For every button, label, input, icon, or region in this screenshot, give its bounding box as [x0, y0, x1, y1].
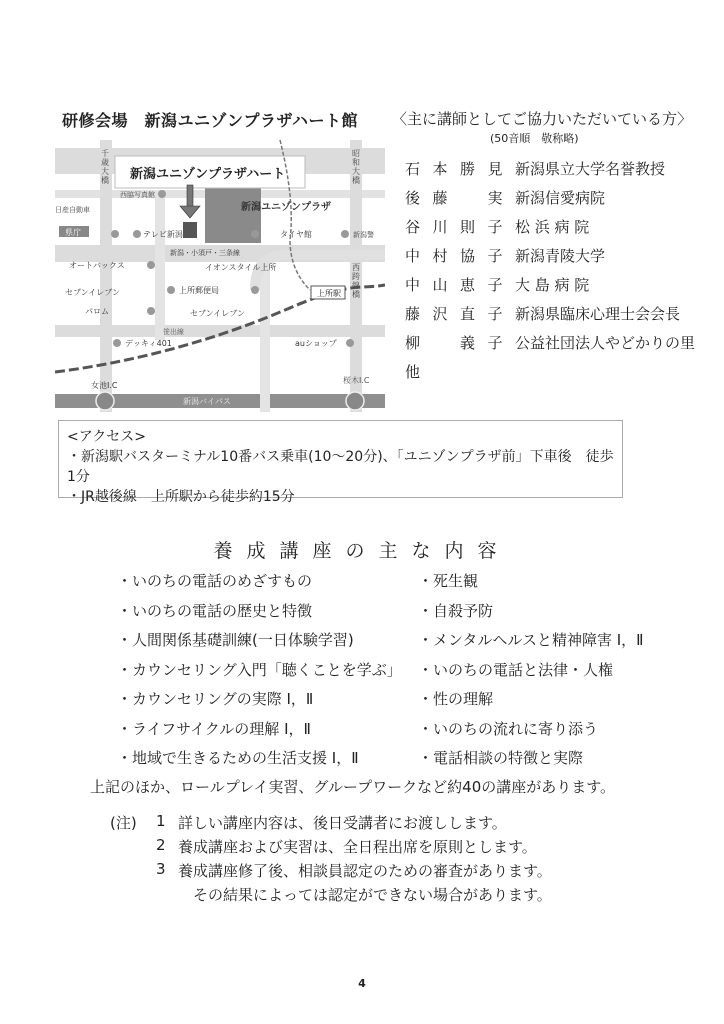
note-text: 養成講座および実習は、全日程出席を原則とします。: [178, 838, 537, 856]
svg-text:大: 大: [101, 167, 109, 176]
lecturer-org: 新潟信愛病院: [515, 189, 606, 207]
access-box: [58, 420, 623, 505]
course-item: ・カウンセリング入門「聴くことを学ぶ」: [117, 660, 402, 679]
lecturer-row: [405, 245, 695, 274]
lecturer-org: 公益社団法人やどかりの里: [515, 334, 696, 352]
lm-taiyakan: タイヤ館: [280, 230, 312, 239]
bridge-chitose: 千: [101, 149, 109, 158]
map-banner: 新潟ユニゾンプラザハート: [130, 167, 286, 182]
access-line-jr: ・JR越後線 上所駅から徒歩約15分: [67, 489, 295, 505]
note-row: 2 養成講座および実習は、全日程出席を原則とします。: [110, 836, 552, 860]
lm-aeon: イオンスタイル上所: [205, 263, 277, 272]
course-item: ・メンタルヘルスと精神障害 Ⅰ，Ⅱ: [418, 631, 644, 649]
lm-au: auショップ: [295, 339, 337, 348]
ic-meike: 女池I.C: [91, 381, 118, 390]
svg-text:和: 和: [352, 158, 360, 167]
lecturer-org: 新潟県臨床心理士会会長: [515, 305, 681, 323]
note-text: 養成講座修了後、相談員認定のための審査があります。: [178, 862, 552, 880]
course-item: ・いのちの電話と法律・人権: [418, 660, 614, 679]
road-main-label: 新潟・小須戸・三条線: [170, 249, 240, 257]
lecturer-name: 谷 川 則 子: [405, 218, 503, 236]
lecturer-name: 中 村 協 子: [405, 247, 503, 265]
lm-post-office: 上所郵便局: [179, 286, 219, 295]
venue-marker: [183, 222, 197, 238]
lm-kencho: 県庁: [65, 228, 81, 237]
lm-seven1: セブンイレブン: [65, 288, 120, 297]
lecturer-org: 新潟県立大学名誉教授: [515, 160, 666, 178]
note-row: 3 養成講座修了後、相談員認定のための審査があります。: [110, 860, 552, 884]
course-item: ・いのちの流れに寄り添う: [418, 719, 599, 738]
lecturer-name: 藤 沢 直 子: [405, 305, 503, 323]
road-bypass-label: 新潟バイパス: [183, 397, 231, 406]
lecturer-org: 大 島 病 院: [515, 276, 590, 294]
venue-map: [55, 140, 385, 412]
ic-sakuragi: 桜木I.C: [343, 376, 370, 385]
lecturer-name: 石 本 勝 見: [405, 160, 503, 178]
access-line-bus: ・新潟駅バスターミナル10番バス乗車(10～20分)、「ユニゾンプラザ前」下車後 徒歩1分: [67, 449, 614, 485]
lecturer-list: [405, 158, 695, 390]
course-item: ・ライフサイクルの理解 Ⅰ，Ⅱ: [117, 719, 311, 738]
course-item: ・いのちの電話のめざすもの: [117, 572, 313, 590]
access-heading: <アクセス>: [67, 429, 147, 445]
lecturer-row: [405, 361, 695, 390]
course-item: ・死生観: [418, 572, 479, 590]
note-label: (注): [110, 814, 137, 832]
notes: [110, 812, 552, 908]
course-item: ・カウンセリングの実際 Ⅰ，Ⅱ: [117, 690, 314, 708]
course-item: ・自殺予防: [418, 601, 494, 620]
lecturer-org: 松 浜 病 院: [515, 218, 590, 236]
lecturer-name: 中 山 恵 子: [405, 276, 503, 294]
note-row: [110, 884, 552, 908]
courses-summary: 上記のほか、ロールプレイ実習、グループワークなど約40の講座があります。: [90, 778, 616, 796]
courses-title: 養成講座の主な内容: [213, 540, 511, 562]
svg-text:橋: 橋: [352, 290, 360, 299]
lecturers-heading: 〈主に講師としてご協力いただいている方〉: [392, 110, 693, 128]
lm-autobacs: オートバックス: [69, 261, 125, 270]
lecturer-row: [405, 187, 695, 216]
lm-palom: パロム: [85, 307, 109, 316]
svg-text:線: 線: [352, 281, 360, 290]
lm-nishiwaki: 西脇写真館: [120, 191, 155, 199]
lm-dekki: デッキィ401: [125, 339, 172, 348]
course-item: ・人間関係基礎訓練(一日体験学習): [117, 631, 354, 649]
lm-nissan: 日産自動車: [55, 206, 90, 214]
course-list-left: [117, 570, 402, 777]
lm-seven2: セブンイレブン: [190, 309, 245, 318]
map-building-label: 新潟ユニゾンプラザ: [241, 202, 331, 213]
lecturer-name: 柳 義 子: [405, 334, 503, 352]
svg-text:跨: 跨: [352, 272, 360, 281]
road-sasade-label: 笹出線: [163, 328, 184, 336]
ic-meike-marker: [96, 392, 114, 410]
lecturer-name: 後 藤 実: [405, 189, 503, 207]
lecturer-name: 他: [405, 363, 421, 381]
note-text: その結果によっては認定ができない場合があります。: [178, 886, 552, 904]
road-v2: [155, 190, 165, 340]
arrow-head: [180, 206, 200, 218]
note-text: 詳しい講座内容は、後日受講者にお渡しします。: [178, 814, 507, 832]
lecturer-row: [405, 158, 695, 187]
course-item: ・電話相談の特徴と実際: [418, 749, 584, 767]
course-item: ・いのちの電話の歴史と特徴: [117, 601, 313, 620]
lecturer-row: [405, 303, 695, 332]
arrow-shaft: [187, 185, 193, 207]
lecturer-org: 新潟青陵大学: [515, 247, 606, 265]
svg-text:歳: 歳: [101, 158, 109, 167]
lecturer-row: [405, 274, 695, 303]
bridge-showa: 昭: [352, 149, 360, 158]
lecturer-row: [405, 216, 695, 245]
svg-text:大: 大: [352, 167, 360, 176]
svg-text:橋: 橋: [352, 176, 360, 185]
lm-tv-niigata: テレビ新潟: [143, 230, 183, 239]
lecturers-note: (50音順 敬称略): [490, 132, 579, 145]
course-list-right: [418, 570, 644, 777]
station-label: 上所駅: [317, 289, 341, 298]
page-number: 4: [358, 977, 366, 990]
note-row: (注) 1 詳しい講座内容は、後日受講者にお渡しします。: [110, 812, 552, 836]
svg-text:橋: 橋: [101, 176, 109, 185]
lecturer-row: [405, 332, 695, 361]
lm-niigata-police: 新潟警: [353, 231, 374, 239]
course-item: ・性の理解: [418, 690, 494, 708]
ic-sakuragi-marker: [346, 392, 364, 410]
nishibori-label: 西: [352, 263, 360, 272]
road-v3: [260, 262, 270, 412]
venue-title: 研修会場 新潟ユニゾンプラザハート館: [62, 111, 359, 130]
course-item: ・地域で生きるための生活支援 Ⅰ，Ⅱ: [117, 749, 359, 767]
